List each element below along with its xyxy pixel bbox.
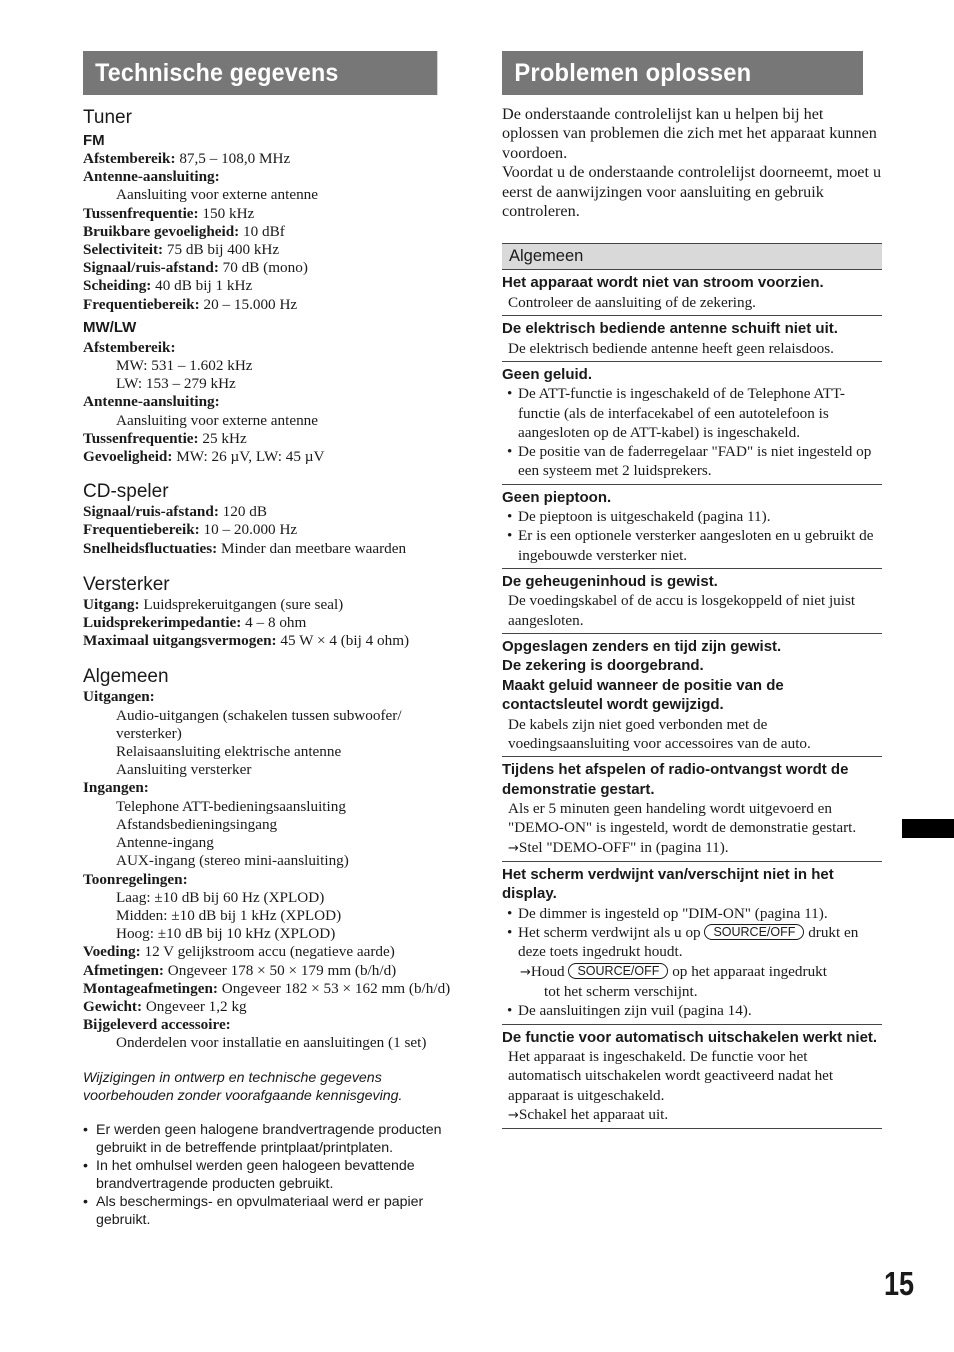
source-off-key: SOURCE/OFF xyxy=(704,924,804,940)
general-section-bar: Algemeen xyxy=(502,243,882,270)
spec-value: Midden: ±10 dB bij 1 kHz (XPLOD) xyxy=(116,906,342,924)
spec-value: Laag: ±10 dB bij 60 Hz (XPLOD) xyxy=(116,888,325,906)
list-item: • Er werden geen halogene brandvertragende producten gebruikt in de betreffende printplaat/printplaten. xyxy=(83,1121,464,1157)
source-off-key: SOURCE/OFF xyxy=(568,963,668,979)
spec-value: Relaisaansluiting elektrische antenne xyxy=(116,743,342,761)
spec-value: versterker) xyxy=(116,724,182,742)
fm-specs xyxy=(83,150,464,314)
spec-row: Antenne-aansluiting: xyxy=(83,393,220,411)
list-item: • In het omhulsel werden geen halogeen bevattende brandvertragende producten gebruikt. xyxy=(83,1157,464,1193)
language-tab-marker xyxy=(902,819,954,838)
cd-heading: CD-speler xyxy=(83,481,169,503)
spec-row: Uitgang: Luidsprekeruitgangen (sure seal) xyxy=(83,595,344,613)
spec-value: Afstandsbedieningsingang xyxy=(116,815,278,833)
spec-row: Frequentiebereik: 20 – 15.000 Hz xyxy=(83,295,298,313)
problem-no-sound: Geen geluid. • De ATT-functie is ingeschakeld of de Telephone ATT-functie (als de interfacekabel of een autotelefoon is aangesloten op de ATT-kabel) is ingeschakeld. • De positie van de faderregelaar "FAD" is niet ingesteld op een systeem met 2 luidsprekers. xyxy=(502,362,882,485)
spec-row: Afmetingen: Ongeveer 178 × 50 × 179 mm (b/h/d) xyxy=(83,961,397,979)
spec-row: Tussenfrequentie: 25 kHz xyxy=(83,429,247,447)
fm-heading: FM xyxy=(83,132,105,149)
spec-row: Tussenfrequentie: 150 kHz xyxy=(83,204,255,222)
general-heading: Algemeen xyxy=(83,666,169,688)
spec-row: Uitgangen: xyxy=(83,688,155,706)
arrow-icon: → xyxy=(508,1107,519,1123)
environment-notes xyxy=(83,1121,464,1229)
spec-row: Signaal/ruis-afstand: 70 dB (mono) xyxy=(83,259,308,277)
list-item: • Als beschermings- en opvulmateriaal werd er papier gebruikt. xyxy=(83,1193,464,1229)
spec-value: Aansluiting versterker xyxy=(116,761,252,779)
spec-row: Bijgeleverd accessoire: xyxy=(83,1016,231,1034)
spec-value: Aansluiting voor externe antenne xyxy=(116,186,319,204)
spec-row: Frequentiebereik: 10 – 20.000 Hz xyxy=(83,521,298,539)
page-number: 15 xyxy=(884,1265,915,1302)
spec-row: Toonregelingen: xyxy=(83,870,188,888)
spec-row: Montageafmetingen: Ongeveer 182 × 53 × 162 mm (b/h/d) xyxy=(83,979,451,997)
spec-row: Ingangen: xyxy=(83,779,149,797)
problem-antenna: De elektrisch bediende antenne schuift niet uit. De elektrisch bediende antenne heeft geen relaisdoos. xyxy=(502,316,882,362)
spec-row: Bruikbare gevoeligheid: 10 dBf xyxy=(83,222,285,240)
arrow-icon: → xyxy=(508,840,519,856)
spec-row: Selectiviteit: 75 dB bij 400 kHz xyxy=(83,241,280,259)
spec-row: Luidsprekerimpedantie: 4 – 8 ohm xyxy=(83,614,307,632)
problem-display: Het scherm verdwijnt van/verschijnt niet in het display. • De dimmer is ingesteld op "DIM-ON" (pagina 11). • Het scherm verdwijnt als u op SOURCE/OFF drukt en deze toets ingedrukt houdt. →Houd SOURCE/OFF op het apparaat ingedrukt tot het scherm verschijnt. • De aansluitingen zijn vuil (pagina 14). xyxy=(502,862,882,1025)
intro-text: De onderstaande controlelijst kan u helpen bij het oplossen van problemen die zich met het apparaat kunnen voordoen. Voordat u de onderstaande controlelijst doorneemt, moet u eerst de aanwijzingen voor aansluiting en gebruik controleren. xyxy=(502,105,882,221)
design-change-notice: Wijzigingen in ontwerp en technische gegevens voorbehouden zonder voorafgaande kennisgeving. xyxy=(83,1069,403,1104)
specifications-column xyxy=(83,51,464,1229)
spec-value: Telephone ATT-bedieningsaansluiting xyxy=(116,797,346,815)
spec-row: Gevoeligheid: MW: 26 µV, LW: 45 µV xyxy=(83,448,325,466)
troubleshooting-title: Problemen oplossen xyxy=(502,51,863,95)
problem-demo: Tijdens het afspelen of radio-ontvangst wordt de demonstratie gestart. Als er 5 minuten geen handeling wordt uitgevoerd en "DEMO-ON" is ingesteld, wordt de demonstratie gestart. →Stel "DEMO-OFF" in (pagina 11). xyxy=(502,757,882,862)
spec-value: Onderdelen voor installatie en aansluitingen (1 set) xyxy=(116,1034,427,1052)
spec-row: Snelheidsfluctuaties: Minder dan meetbare waarden xyxy=(83,539,407,557)
spec-value: Audio-uitgangen (schakelen tussen subwoofer/ xyxy=(116,706,402,724)
spec-row: Scheiding: 40 dB bij 1 kHz xyxy=(83,277,253,295)
spec-row: Afstembereik: 87,5 – 108,0 MHz xyxy=(83,150,291,167)
mwlw-heading: MW/LW xyxy=(83,318,137,336)
spec-row: Voeding: 12 V gelijkstroom accu (negatieve aarde) xyxy=(83,943,395,961)
cd-specs xyxy=(83,503,464,558)
arrow-icon: → xyxy=(520,964,531,980)
problem-stations-erased: Opgeslagen zenders en tijd zijn gewist. De zekering is doorgebrand. Maakt geluid wanneer de positie van de contactsleutel wordt gewijzigd. De kabels zijn niet goed verbonden met de voedingsaansluiting voor accessoires van de auto. xyxy=(502,634,882,757)
spec-value: AUX-ingang (stereo mini-aansluiting) xyxy=(116,852,349,870)
amplifier-heading: Versterker xyxy=(83,573,170,595)
tuner-heading: Tuner xyxy=(83,107,132,128)
specifications-title: Technische gegevens xyxy=(83,51,437,95)
problem-no-power: Het apparaat wordt niet van stroom voorzien. Controleer de aansluiting of de zekering. xyxy=(502,270,882,316)
problem-memory-erased: De geheugeninhoud is gewist. De voedingskabel of de accu is losgekoppeld of niet juist aangesloten. xyxy=(502,569,882,634)
spec-value: LW: 153 – 279 kHz xyxy=(116,375,236,393)
amplifier-specs xyxy=(83,596,464,651)
spec-row: Antenne-aansluiting: xyxy=(83,168,220,186)
problem-no-beep: Geen pieptoon. • De pieptoon is uitgeschakeld (pagina 11). • Er is een optionele versterker aangesloten en u gebruikt de ingebouwde versterker niet. xyxy=(502,485,882,569)
spec-value: MW: 531 – 1.602 kHz xyxy=(116,357,253,375)
spec-row: Signaal/ruis-afstand: 120 dB xyxy=(83,503,267,521)
troubleshooting-column xyxy=(502,51,882,1129)
spec-value: Antenne-ingang xyxy=(116,834,214,852)
spec-value: Aansluiting voor externe antenne xyxy=(116,411,319,429)
spec-value: Hoog: ±10 dB bij 10 kHz (XPLOD) xyxy=(116,925,336,943)
spec-row: Afstembereik: xyxy=(83,338,176,356)
mwlw-specs xyxy=(83,339,464,466)
general-specs xyxy=(83,688,464,1052)
spec-row: Maximaal uitgangsvermogen: 45 W × 4 (bij 4 ohm) xyxy=(83,632,410,650)
spec-row: Gewicht: Ongeveer 1,2 kg xyxy=(83,997,247,1015)
problem-auto-off: De functie voor automatisch uitschakelen werkt niet. Het apparaat is ingeschakeld. De functie voor het automatisch uitschakelen wordt geactiveerd nadat het apparaat is uitgeschakeld. →Schakel het apparaat uit. xyxy=(502,1025,882,1130)
